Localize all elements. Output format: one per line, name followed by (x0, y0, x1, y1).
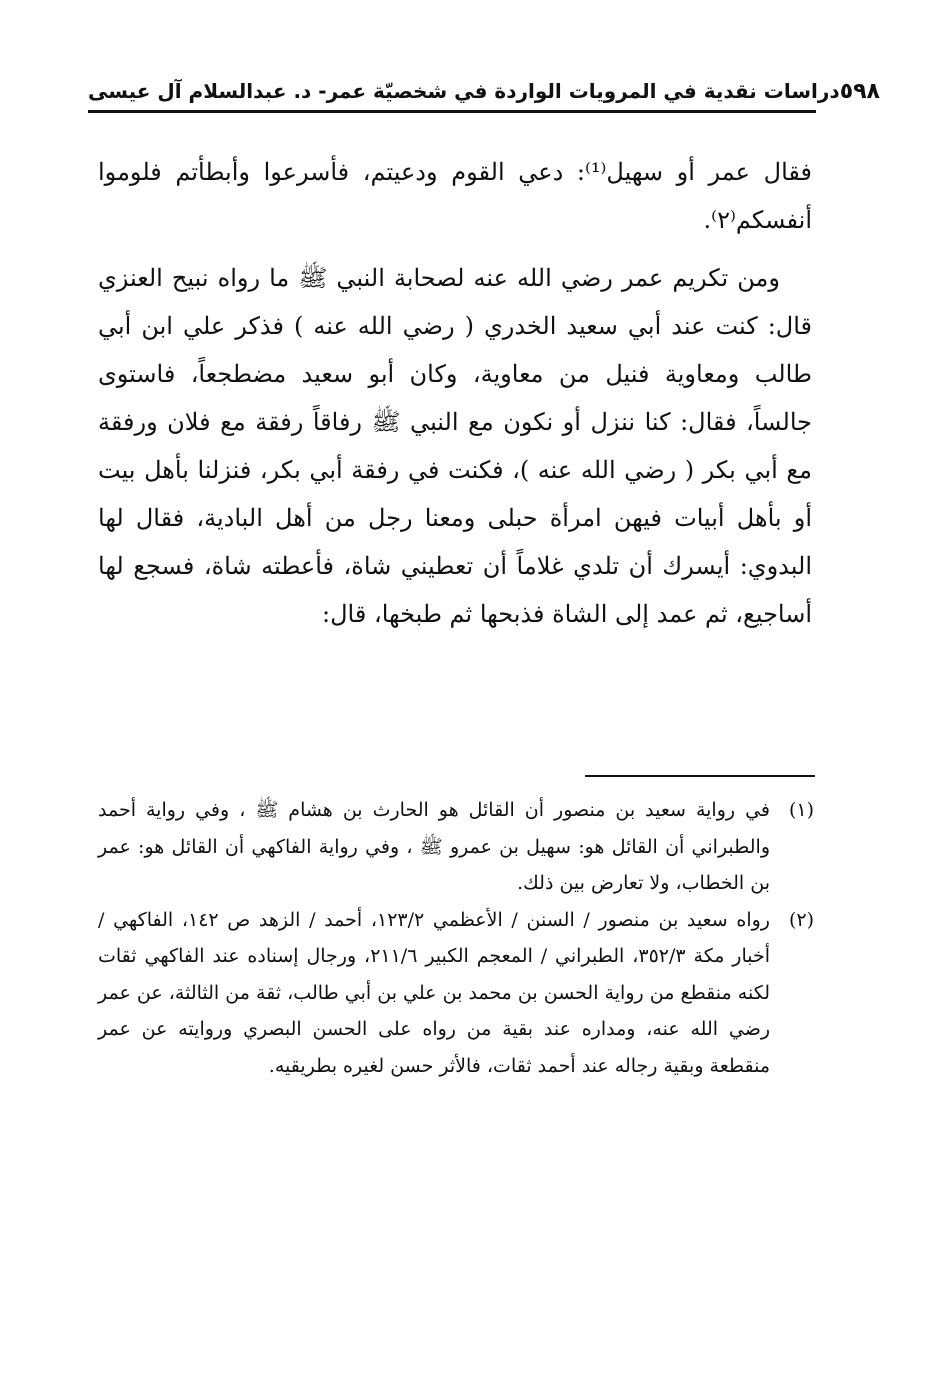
paragraph: ومن تكريم عمر رضي الله عنه لصحابة النبي ﷺ ما رواه نبيح العنزي قال: كنت عند أبي سعيد الخدري ( رضي الله عنه ) فذكر علي ابن أبي طالب ومعاوية فنيل من معاوية، وكان أبو سعيد مضطجعاً، فاستوى جالساً، فقال: كنا ننزل أو نكون مع النبي ﷺ رفاقاً رفقة مع فلان ورفقة مع أبي بكر ( رضي الله عنه )، فكنت في رفقة أبي بكر، فنزلنا بأهل بيت أو بأهل أبيات فيهن امرأة حبلى ومعنا رجل من أهل البادية، فقال لها البدوي: أيسرك أن تلدي غلاماً أن تعطيني شاة، فأعطته شاة، فسجع لها أساجيع، ثم عمد إلى الشاة فذبحها ثم طبخها، قال: (98, 264, 813, 628)
main-text (98, 148, 812, 638)
header-title: دراسات نقدية في المرويات الواردة في شخصيّة عمر- د. عبدالسلام آل عيسى (88, 79, 840, 103)
footnotes (98, 792, 814, 1084)
footnote-number: (١) (788, 799, 814, 821)
footnote-text: في رواية سعيد بن منصور أن القائل هو الحارث بن هشام ﷺ ، وفي رواية أحمد والطبراني أن القائل هو: سهيل بن عمرو ﷺ ، وفي رواية الفاكهي أن القائل هو: عمر بن الخطاب، ولا تعارض بين ذلك. (98, 799, 770, 894)
page-number: ٥٩٨ (839, 78, 880, 104)
running-header (88, 72, 880, 110)
header-divider (88, 110, 816, 113)
footnote-item (98, 792, 814, 902)
footnote-text: رواه سعيد بن منصور / السنن / الأعظمي ١٢٣/٢، أحمد / الزهد ص ١٤٢، الفاكهي / أخبار مكة ٣٥٢/٣، الطبراني / المعجم الكبير ٢١١/٦، ورجال إسناده عند الفاكهي ثقات لكنه منقطع من رواية الحسن بن محمد بن علي بن أبي طالب، ثقة من الثالثة، عن عمر رضي الله عنه، ومداره عند بقية من رواه على الحسن البصري وروايته عن عمر منقطعة وبقية رجاله عند أحمد ثقات، فالأثر حسن لغيره بطريقيه. (98, 908, 770, 1077)
footnote-number: (٢) (788, 908, 814, 931)
paragraph: فقال عمر أو سهيل⁽¹⁾: دعي القوم ودعيتم، فأسرعوا وأبطأتم فلوموا أنفسكم⁽٢⁾. (98, 158, 812, 234)
footnote-item (98, 902, 814, 1085)
footnote-divider (585, 775, 815, 777)
